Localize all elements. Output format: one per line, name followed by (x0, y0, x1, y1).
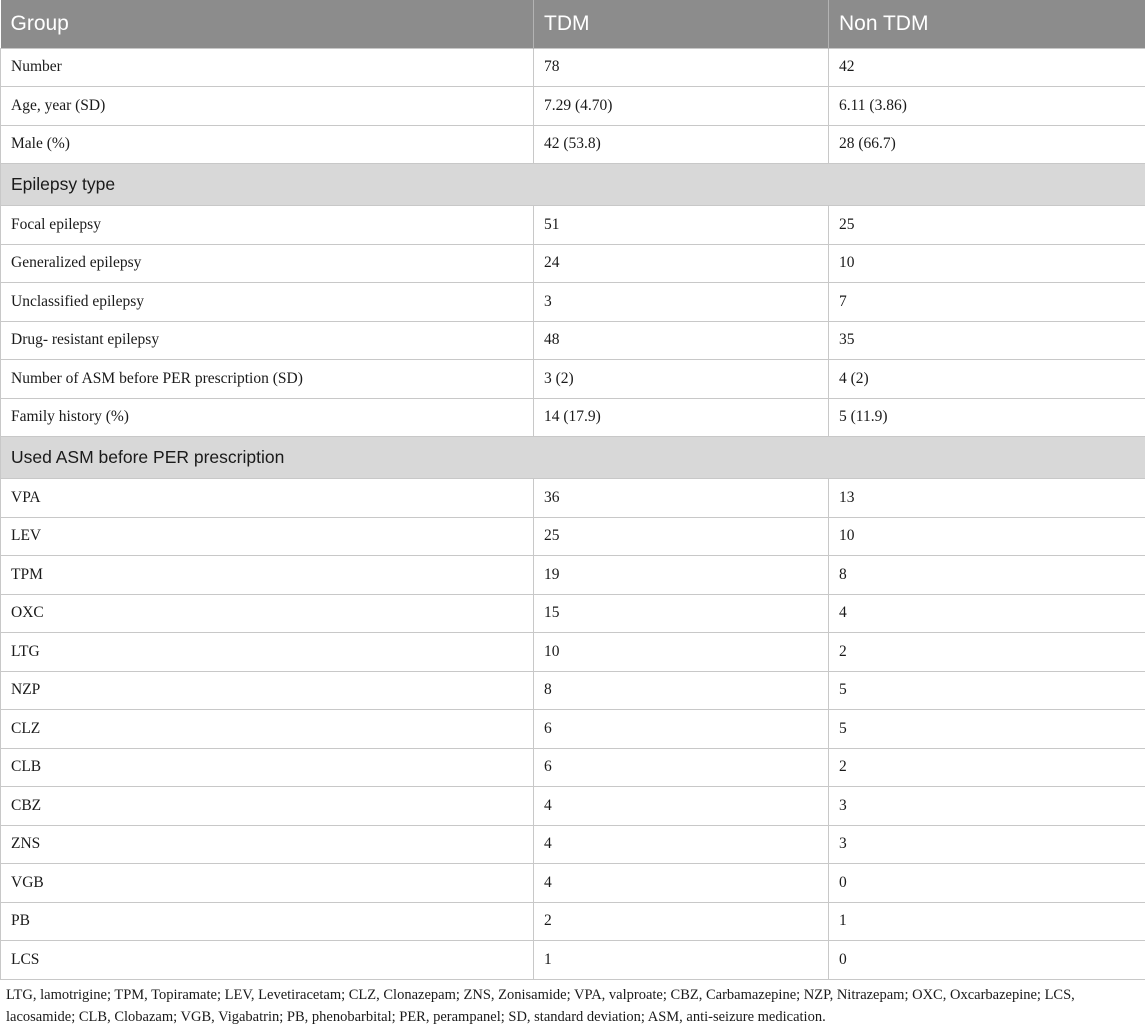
row-label: PB (1, 902, 534, 941)
non-tdm-value: 3 (829, 825, 1145, 864)
non-tdm-value: 0 (829, 864, 1145, 903)
row-label: LCS (1, 941, 534, 980)
non-tdm-value: 13 (829, 479, 1145, 518)
table-row (1, 902, 1145, 941)
tdm-value: 48 (534, 321, 829, 360)
table-row (1, 787, 1145, 826)
non-tdm-value: 10 (829, 517, 1145, 556)
header-tdm: TDM (534, 0, 829, 48)
section-label: Used ASM before PER prescription (1, 437, 1145, 479)
row-label: TPM (1, 556, 534, 595)
header-row (1, 0, 1145, 48)
table-row (1, 825, 1145, 864)
section-used-asm (1, 437, 1145, 479)
row-label: Family history (%) (1, 398, 534, 437)
row-label: CLB (1, 748, 534, 787)
row-label: Unclassified epilepsy (1, 283, 534, 322)
non-tdm-value: 2 (829, 748, 1145, 787)
non-tdm-value: 5 (829, 671, 1145, 710)
row-label: VGB (1, 864, 534, 903)
tdm-value: 36 (534, 479, 829, 518)
tdm-value: 7.29 (4.70) (534, 87, 829, 126)
non-tdm-value: 2 (829, 633, 1145, 672)
non-tdm-value: 28 (66.7) (829, 125, 1145, 164)
tdm-value: 3 (534, 283, 829, 322)
tdm-value: 4 (534, 787, 829, 826)
tdm-value: 19 (534, 556, 829, 595)
tdm-value: 3 (2) (534, 360, 829, 399)
table-row (1, 748, 1145, 787)
table-row (1, 710, 1145, 749)
tdm-value: 2 (534, 902, 829, 941)
non-tdm-value: 10 (829, 244, 1145, 283)
row-label: Focal epilepsy (1, 206, 534, 245)
table-row (1, 671, 1145, 710)
row-label: CLZ (1, 710, 534, 749)
row-label: Age, year (SD) (1, 87, 534, 126)
table-row (1, 398, 1145, 437)
section-epilepsy-type (1, 164, 1145, 206)
row-label: OXC (1, 594, 534, 633)
section-label: Epilepsy type (1, 164, 1145, 206)
table-row (1, 321, 1145, 360)
tdm-value: 51 (534, 206, 829, 245)
non-tdm-value: 3 (829, 787, 1145, 826)
non-tdm-value: 0 (829, 941, 1145, 980)
tdm-value: 15 (534, 594, 829, 633)
non-tdm-value: 4 (829, 594, 1145, 633)
tdm-value: 42 (53.8) (534, 125, 829, 164)
tdm-value: 14 (17.9) (534, 398, 829, 437)
row-label: NZP (1, 671, 534, 710)
table-row (1, 125, 1145, 164)
row-label: ZNS (1, 825, 534, 864)
table-row (1, 941, 1145, 980)
non-tdm-value: 8 (829, 556, 1145, 595)
tdm-value: 78 (534, 48, 829, 87)
non-tdm-value: 42 (829, 48, 1145, 87)
table-row (1, 244, 1145, 283)
table-row (1, 87, 1145, 126)
non-tdm-value: 6.11 (3.86) (829, 87, 1145, 126)
table-row (1, 517, 1145, 556)
tdm-value: 4 (534, 864, 829, 903)
table-footnote: LTG, lamotrigine; TPM, Topiramate; LEV, Levetiracetam; CLZ, Clonazepam; ZNS, Zonisamide; VPA, valproate; CBZ, Carbamazepine; NZP, Nitrazepam; OXC, Oxcarbazepine; LCS, lacosamide; CLB, Clobazam; VGB, Vigabatrin; PB, phenobarbital; PER, perampanel; SD, standard deviation; ASM, anti-seizure medication. (6, 984, 1136, 1028)
table-row (1, 556, 1145, 595)
row-label: LTG (1, 633, 534, 672)
tdm-value: 24 (534, 244, 829, 283)
row-label: Number (1, 48, 534, 87)
tdm-value: 6 (534, 748, 829, 787)
table-row (1, 594, 1145, 633)
row-label: Generalized epilepsy (1, 244, 534, 283)
non-tdm-value: 5 (11.9) (829, 398, 1145, 437)
non-tdm-value: 35 (829, 321, 1145, 360)
non-tdm-value: 25 (829, 206, 1145, 245)
tdm-value: 10 (534, 633, 829, 672)
table-row (1, 48, 1145, 87)
row-label: CBZ (1, 787, 534, 826)
header-non-tdm: Non TDM (829, 0, 1145, 48)
table-row (1, 864, 1145, 903)
tdm-value: 25 (534, 517, 829, 556)
header-group: Group (1, 0, 534, 48)
table-row (1, 206, 1145, 245)
table-row (1, 283, 1145, 322)
non-tdm-value: 7 (829, 283, 1145, 322)
non-tdm-value: 1 (829, 902, 1145, 941)
table-header (1, 0, 1145, 48)
tdm-value: 4 (534, 825, 829, 864)
tdm-value: 8 (534, 671, 829, 710)
row-label: LEV (1, 517, 534, 556)
row-label: Number of ASM before PER prescription (SD) (1, 360, 534, 399)
table-row (1, 633, 1145, 672)
table-row (1, 479, 1145, 518)
non-tdm-value: 5 (829, 710, 1145, 749)
tdm-value: 6 (534, 710, 829, 749)
row-label: VPA (1, 479, 534, 518)
row-label: Male (%) (1, 125, 534, 164)
table-body (1, 48, 1145, 979)
non-tdm-value: 4 (2) (829, 360, 1145, 399)
tdm-value: 1 (534, 941, 829, 980)
table-row (1, 360, 1145, 399)
row-label: Drug- resistant epilepsy (1, 321, 534, 360)
